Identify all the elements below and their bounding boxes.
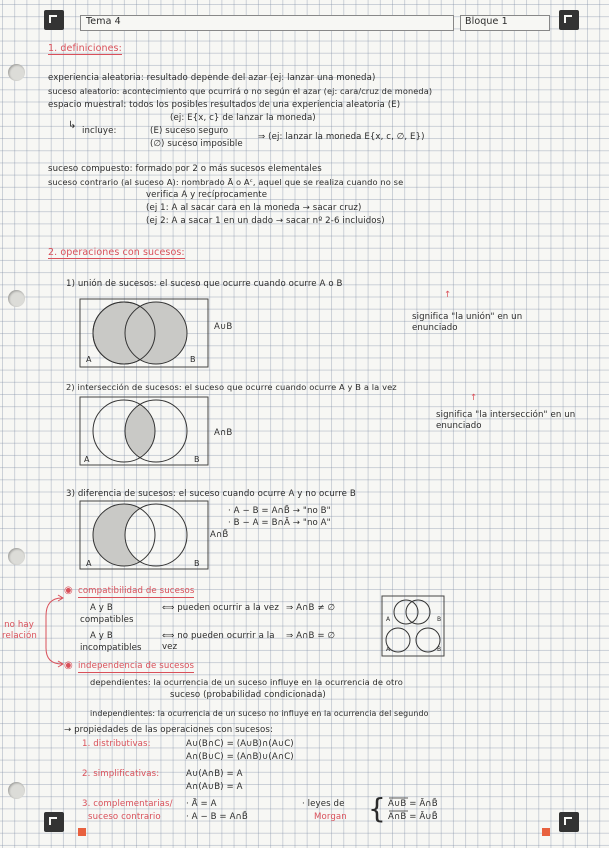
compat-letter: B <box>437 616 442 623</box>
difference-venn-diagram <box>80 501 210 571</box>
header-block: Bloque 1 <box>465 16 508 27</box>
difference-a-label: A <box>86 559 92 568</box>
header-topic-box <box>80 15 454 31</box>
compat-row1d: ⇒ A∩B ≠ ∅ <box>286 603 336 613</box>
punch-hole <box>8 290 25 307</box>
difference-b-label: B <box>194 559 200 568</box>
difference-title: 3) diferencia de sucesos: el suceso cuando ocurre A y no ocurre B <box>66 489 356 499</box>
union-a-label: A <box>86 355 92 364</box>
prop-simplificative: 2. simplificativas: <box>82 769 160 779</box>
def-line: verifica A y recíprocamente <box>146 190 268 200</box>
intersection-title: 2) intersección de sucesos: el suceso que ocurre cuando ocurre A y B a la vez <box>66 382 397 392</box>
independence-title: independencia de sucesos <box>78 661 195 671</box>
morgan-law-1: A∪B = Ā∩B̄ <box>388 799 438 809</box>
union-arrow: ↑ <box>444 290 452 300</box>
bullet-circle-icon: ◉ <box>64 585 73 596</box>
brand-logo <box>559 812 579 832</box>
properties-title: → propiedades de las operaciones con sucesos: <box>64 725 273 735</box>
union-symbol: A∪B <box>214 322 233 332</box>
section1-title: 1. definiciones: <box>48 43 122 54</box>
corner-marker <box>542 828 550 836</box>
compat-row2a: A y B <box>90 631 113 641</box>
difference-symbol: A∩B̄ <box>210 530 229 540</box>
union-title: 1) unión de sucesos: el suceso que ocurre cuando ocurre A o B <box>66 279 343 289</box>
compat-row2b: incompatibles <box>80 643 142 653</box>
morgan-brace: { <box>368 792 386 825</box>
prop-distributive: 1. distributivas: <box>82 739 151 749</box>
prop-simplificative-a: A∪(A∩B) = A <box>186 769 243 779</box>
header-topic: Tema 4 <box>86 16 121 27</box>
def-line: (∅) suceso imposible <box>150 139 243 149</box>
union-note: significa "la unión" en un enunciado <box>412 312 523 333</box>
intersection-arrow: ↑ <box>470 393 478 403</box>
intersection-note: significa "la intersección" en un enunciado <box>436 410 576 431</box>
prop-distributive-a: A∪(B∩C) = (A∪B)∩(A∪C) <box>186 739 294 749</box>
compat-row2d: ⇒ A∩B = ∅ <box>286 631 336 641</box>
def-line: (ej 2: A a sacar 1 en un dado → sacar nº 2-6 incluidos) <box>146 216 385 226</box>
def-line: (ej: E{x, c} de lanzar la moneda) <box>170 113 316 123</box>
prop-morgan-label: · leyes de <box>302 799 345 809</box>
punch-hole <box>8 64 25 81</box>
difference-line2: · B − A = B∩Ā → "no A" <box>228 518 331 528</box>
prop-complementary-c: · Ā̄ = A <box>186 799 217 809</box>
independence-indep: independientes: la ocurrencia de un suceso no influye en la ocurrencia del segundo <box>90 709 429 718</box>
intersection-symbol: A∩B <box>214 428 233 438</box>
compat-title: compatibilidad de sucesos <box>78 586 195 596</box>
morgan-overbars <box>388 797 468 817</box>
intersection-venn-diagram <box>80 397 210 467</box>
def-line: experiencia aleatoria: resultado depende del azar (ej: lanzar una moneda) <box>48 73 376 83</box>
def-line: (ej 1: A al sacar cara en la moneda → sacar cruz) <box>146 203 362 213</box>
punch-hole <box>8 548 25 565</box>
compat-row2c: ⟺ no pueden ocurrir a la vez <box>162 631 275 652</box>
compat-letter: A <box>386 646 391 653</box>
bullet-circle-icon: ◉ <box>64 660 73 671</box>
side-note: no hay relación <box>2 620 37 641</box>
section2-title: 2. operaciones con sucesos: <box>48 247 185 258</box>
compat-letter: B <box>437 646 442 653</box>
compat-letter: A <box>386 616 391 623</box>
prop-simplificative-b: A∩(A∪B) = A <box>186 782 243 792</box>
prop-complementary-d: · A − B = A∩B̄ <box>186 812 248 822</box>
compat-row1a: A y B <box>90 603 113 613</box>
corner-marker <box>78 828 86 836</box>
def-line: suceso compuesto: formado por 2 o más sucesos elementales <box>48 164 322 174</box>
punch-hole <box>8 782 25 799</box>
def-line: incluye: <box>82 126 117 136</box>
union-b-label: B <box>190 355 196 364</box>
brand-logo <box>44 812 64 832</box>
compat-row1c: ⟺ pueden ocurrir a la vez <box>162 603 279 613</box>
brand-logo <box>44 10 64 30</box>
morgan-law-2: A∩B = Ā∪B̄ <box>388 812 438 822</box>
prop-distributive-b: A∩(B∪C) = (A∩B)∪(A∩C) <box>186 752 294 762</box>
independence-dep2: suceso (probabilidad condicionada) <box>170 690 326 700</box>
prop-complementary-b: suceso contrario <box>88 812 161 822</box>
def-line: suceso aleatorio: acontecimiento que ocurrirá o no según el azar (ej: cara/cruz de moneda) <box>48 86 433 96</box>
prop-morgan-name: Morgan <box>314 812 347 822</box>
side-bracket-arrows <box>38 594 68 670</box>
brand-logo <box>559 10 579 30</box>
compat-row1b: compatibles <box>80 615 134 625</box>
def-line: ⇒ (ej: lanzar la moneda E{x, c, ∅, E}) <box>258 132 425 142</box>
difference-line1: · A − B = A∩B̄ → "no B" <box>228 506 331 516</box>
def-line: suceso contrario (al suceso A): nombrado Ā o Aᶜ, aquel que se realiza cuando no se <box>48 177 404 187</box>
def-line: (E) suceso seguro <box>150 126 229 136</box>
intersection-a-label: A <box>84 455 90 464</box>
prop-complementary: 3. complementarias/ <box>82 799 173 809</box>
intersection-b-label: B <box>194 455 200 464</box>
def-line: espacio muestral: todos los posibles resultados de una experiencia aleatoria (E) <box>48 100 401 110</box>
independence-dep: dependientes: la ocurrencia de un suceso influye en la ocurrencia de otro <box>90 677 403 687</box>
incluye-arrow: ↳ <box>68 120 77 131</box>
